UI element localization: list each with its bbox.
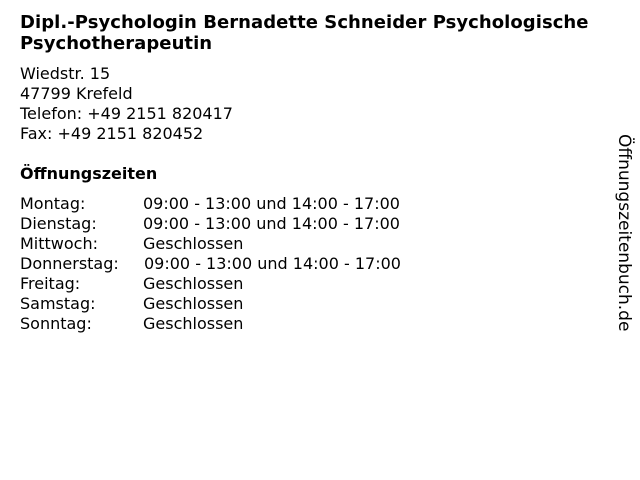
city-address: 47799 Krefeld bbox=[20, 84, 133, 103]
hours-time: Geschlossen bbox=[143, 314, 244, 333]
hours-day: Freitag: bbox=[20, 274, 81, 293]
hours-time: Geschlossen bbox=[143, 234, 244, 253]
hours-time: Geschlossen bbox=[143, 294, 244, 313]
hours-time: Geschlossen bbox=[143, 274, 244, 293]
hours-time: 09:00 - 13:00 und 14:00 - 17:00 bbox=[144, 254, 401, 273]
side-brand-watermark: Öffnungszeitenbuch.de bbox=[614, 134, 634, 332]
hours-day: Mittwoch: bbox=[20, 234, 98, 253]
address-block bbox=[20, 64, 233, 144]
fax-number: Fax: +49 2151 820452 bbox=[20, 124, 204, 143]
hours-time: 09:00 - 13:00 und 14:00 - 17:00 bbox=[143, 194, 400, 213]
hours-day: Sonntag: bbox=[20, 314, 92, 333]
hours-day: Donnerstag: bbox=[20, 254, 119, 273]
phone-number: Telefon: +49 2151 820417 bbox=[20, 104, 233, 123]
hours-day: Samstag: bbox=[20, 294, 96, 313]
page-title: Dipl.-Psychologin Bernadette Schneider Psychologische Psychotherapeutin bbox=[20, 12, 589, 54]
hours-day: Montag: bbox=[20, 194, 86, 213]
hours-time: 09:00 - 13:00 und 14:00 - 17:00 bbox=[143, 214, 400, 233]
hours-day: Dienstag: bbox=[20, 214, 97, 233]
opening-hours-heading: Öffnungszeiten bbox=[20, 164, 158, 183]
street-address: Wiedstr. 15 bbox=[20, 64, 111, 83]
